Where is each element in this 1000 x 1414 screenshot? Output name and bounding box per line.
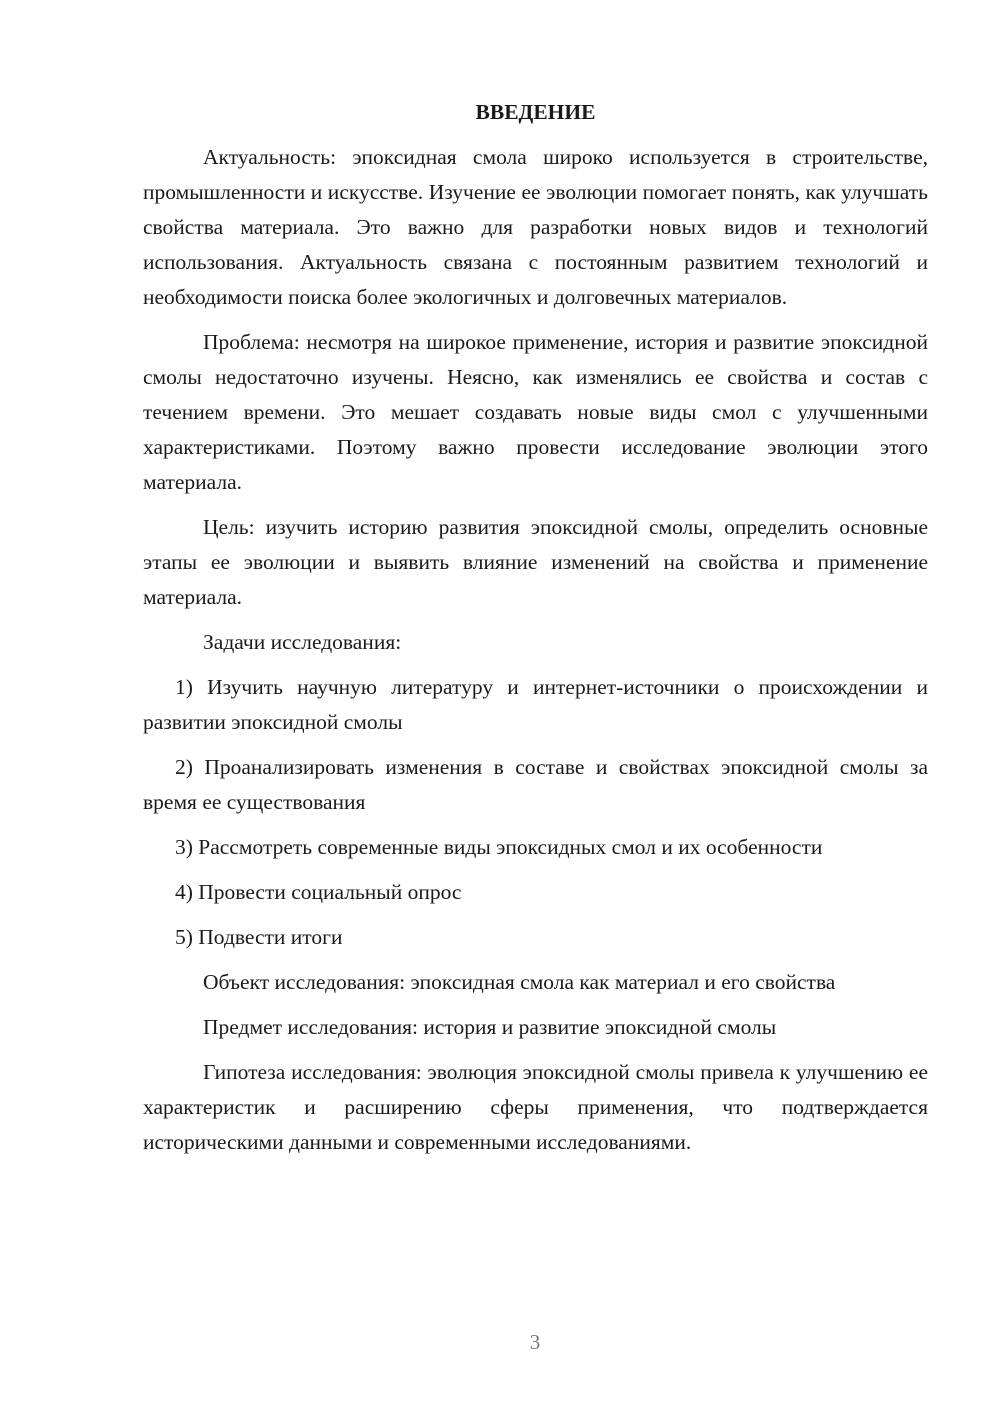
task-item-4: 4) Провести социальный опрос: [175, 880, 462, 904]
task-item-5: 5) Подвести итоги: [175, 925, 343, 949]
task-item-3: 3) Рассмотреть современные виды эпоксидных смол и их особенности: [175, 835, 823, 859]
paragraph-subject: Предмет исследования: история и развитие эпоксидной смолы: [203, 1015, 777, 1039]
paragraph-relevance: Актуальность: эпоксидная смола широко используется в строительстве, промышленности и искусстве. Изучение ее эволюции помогает понять, как улучшать свойства материала. Это важно для разработки новых видов и технологий использования. Актуальность связана с постоянным развитием технологий и необходимости поиска более экологичных и долговечных материалов.: [143, 145, 928, 309]
paragraph-object: Объект исследования: эпоксидная смола как материал и его свойства: [203, 970, 836, 994]
paragraph-problem: Проблема: несмотря на широкое применение, история и развитие эпоксидной смолы недостаточно изучены. Неясно, как изменялись ее свойства и состав с течением времени. Это мешает создавать новые виды смол с улучшенными характеристиками. Поэтому важно провести исследование эволюции этого материала.: [143, 330, 928, 494]
document-page: [143, 95, 928, 1170]
paragraph-tasks-heading: Задачи исследования:: [203, 630, 402, 654]
section-title: ВВЕДЕНИЕ: [475, 100, 596, 124]
task-item-2: 2) Проанализировать изменения в составе и свойствах эпоксидной смолы за время ее существования: [143, 755, 928, 814]
paragraph-hypothesis: Гипотеза исследования: эволюция эпоксидной смолы привела к улучшению ее характеристик и расширению сферы применения, что подтверждается историческими данными и современными исследованиями.: [143, 1060, 928, 1154]
paragraph-goal: Цель: изучить историю развития эпоксидной смолы, определить основные этапы ее эволюции и выявить влияние изменений на свойства и применение материала.: [143, 515, 928, 609]
task-item-1: 1) Изучить научную литературу и интернет-источники о происхождении и развитии эпоксидной смолы: [143, 675, 928, 734]
page-number: 3: [529, 1330, 541, 1354]
